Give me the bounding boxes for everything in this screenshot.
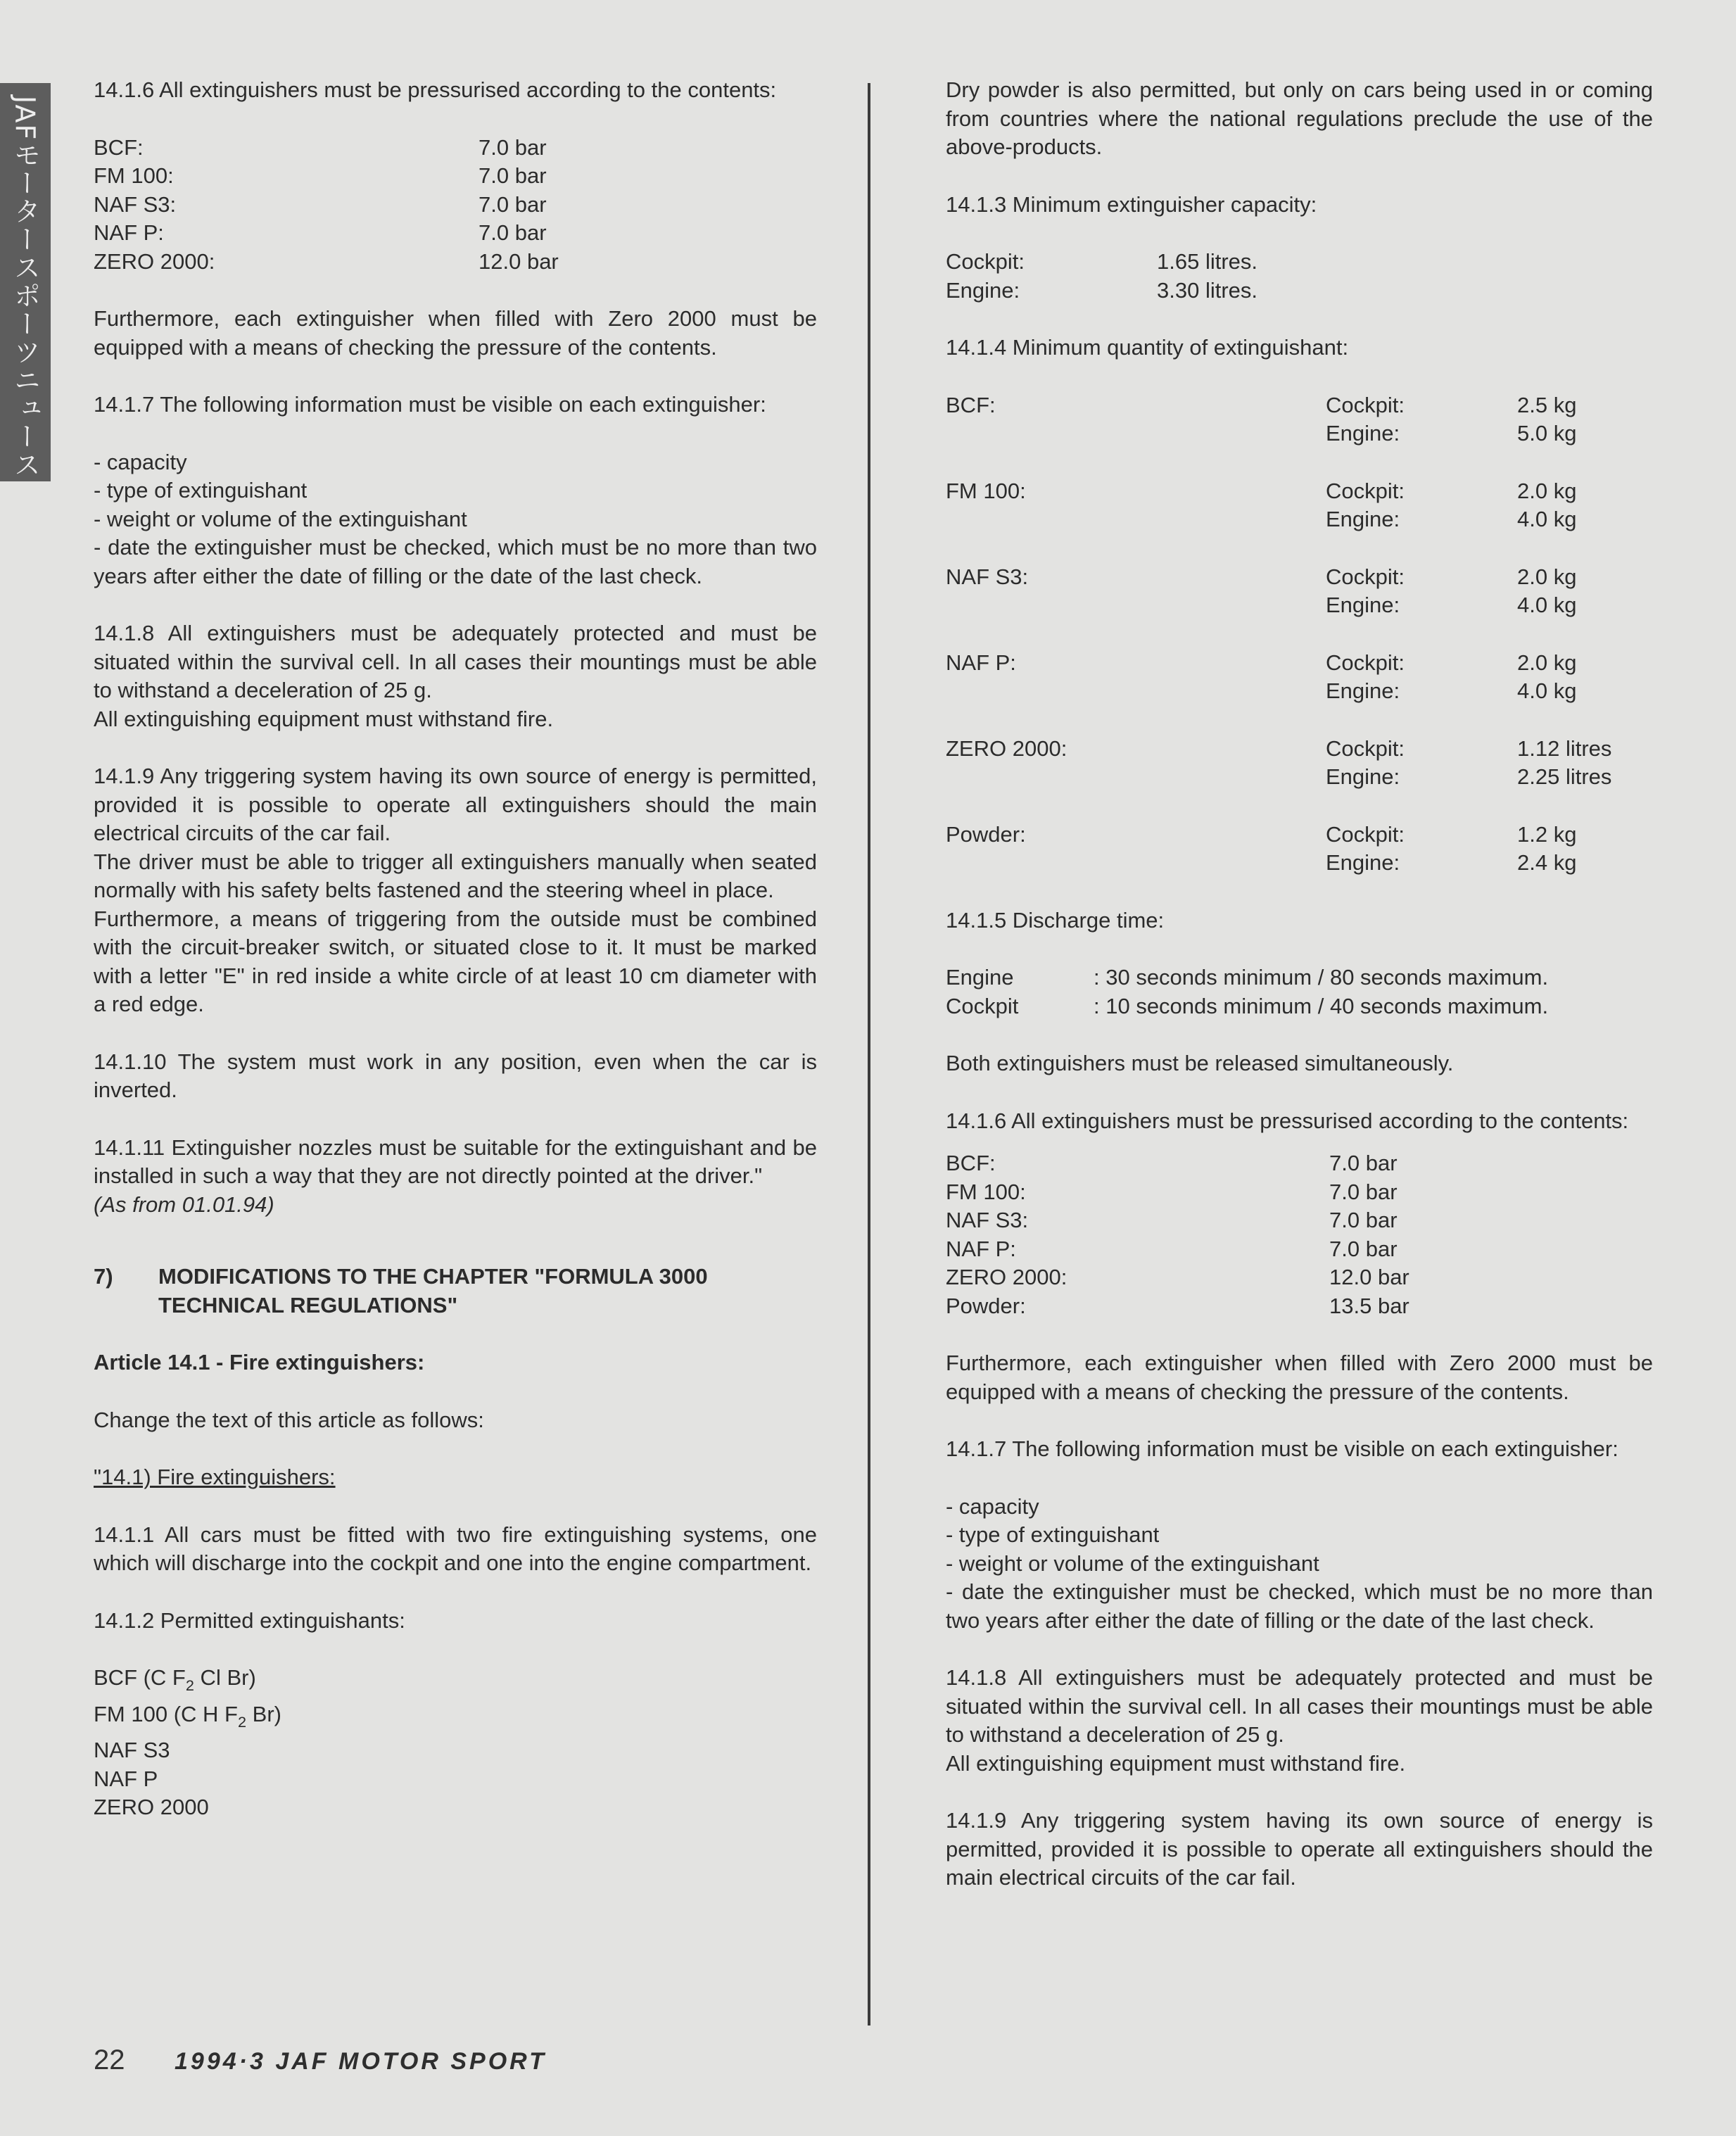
cockpit-label: Cockpit: (1326, 478, 1405, 503)
list-item: - date the extinguisher must be checked, which must be no more than two years after either the date of filling or the date of the last check. (946, 1579, 1653, 1633)
pressure-name: ZERO 2000: (94, 248, 215, 274)
pressure-value: 12.0 bar (479, 248, 559, 274)
quantity-group-powder (946, 821, 1653, 878)
engine-label: Engine: (1326, 593, 1400, 617)
para-14-1-8 (94, 619, 817, 733)
effective-date: (As from 01.01.94) (94, 1192, 274, 1217)
pressure-name: FM 100: (946, 1179, 1026, 1204)
list-item: - type of extinguishant (946, 1522, 1160, 1547)
quantity-name: ZERO 2000: (946, 735, 1067, 761)
capacity-value: 3.30 litres. (1157, 277, 1258, 303)
quantity-name: NAF P: (946, 650, 1016, 675)
pressure-table-right (946, 1149, 1653, 1320)
section-heading (94, 1263, 817, 1320)
pressure-value: 7.0 bar (479, 134, 547, 160)
pressure-value: 7.0 bar (1329, 1208, 1398, 1232)
engine-value: 4.0 kg (1517, 507, 1577, 531)
quantity-name: NAF S3: (946, 564, 1029, 589)
list-item: - weight or volume of the extinguishant (946, 1550, 1319, 1576)
quantity-group-naf-s3 (946, 563, 1653, 620)
para-both-released: Both extinguishers must be released simultaneously. (946, 1051, 1454, 1075)
pressure-name: Powder: (946, 1293, 1026, 1318)
cockpit-value: 1.2 kg (1517, 821, 1577, 847)
engine-label: Engine: (1326, 678, 1400, 703)
engine-value: 2.4 kg (1517, 850, 1577, 875)
cockpit-value: 2.0 kg (1517, 650, 1577, 675)
discharge-name: Engine (946, 965, 1014, 990)
quantity-group-naf-p (946, 649, 1653, 706)
para-14-1-9-driver: The driver must be able to trigger all extinguishers manually when seated normally with his safety belts fastened and the steering wheel in place. (94, 849, 817, 902)
engine-value: 4.0 kg (1517, 678, 1577, 703)
discharge-table (946, 963, 1653, 1020)
cockpit-label: Cockpit: (1326, 735, 1405, 761)
left-column (94, 76, 817, 1851)
quantity-group-fm100 (946, 477, 1653, 534)
side-tab (0, 83, 51, 481)
para-14-1-2: 14.1.2 Permitted extinguishants: (94, 1607, 405, 1633)
list-item: FM 100 (C H $F_2$ Br) (94, 1701, 281, 1731)
para-14-1-11-text: 14.1.11 Extinguisher nozzles must be suitable for the extinguishant and be installed in such a way that they are not directly pointed at the driver." (94, 1135, 817, 1188)
para-14-1-3: 14.1.3 Minimum extinguisher capacity: (946, 191, 1317, 217)
quantity-group-zero-2000 (946, 735, 1653, 792)
section-number: 7) (94, 1264, 113, 1289)
pressure-name: NAF P: (94, 220, 164, 245)
right-column (946, 76, 1653, 1921)
section-title-line-1: MODIFICATIONS TO THE CHAPTER "FORMULA 3000 (158, 1264, 708, 1289)
capacity-name: Engine: (946, 277, 1020, 303)
pressure-name: NAF S3: (94, 191, 177, 217)
capacity-table (946, 248, 1653, 305)
pressure-value: 13.5 bar (1329, 1293, 1409, 1318)
column-divider (868, 83, 870, 2026)
discharge-name: Cockpit (946, 993, 1019, 1018)
para-14-1-4: 14.1.4 Minimum quantity of extinguishant: (946, 335, 1349, 360)
para-14-1-8-fire: All extinguishing equipment must withstand fire. (94, 706, 554, 731)
info-list (94, 448, 817, 591)
quantity-name: FM 100: (946, 478, 1026, 503)
pressure-value: 7.0 bar (479, 163, 547, 188)
cockpit-value: 2.0 kg (1517, 564, 1577, 589)
para-14-1-9 (94, 762, 817, 1019)
publication-title: 1994·3 JAF MOTOR SPORT (175, 2048, 547, 2075)
pressure-name: BCF: (946, 1151, 996, 1175)
list-item: - type of extinguishant (94, 478, 308, 503)
list-item: - date the extinguisher must be checked, which must be no more than two years after either the date of filling or the date of the last check. (94, 535, 817, 588)
para-14-1-9-outside: Furthermore, a means of triggering from the outside must be combined with the circuit-breaker switch, or situated close to it. It must be marked with a letter "E" in red inside a white circle of at least 10 cm diameter with a red edge. (94, 906, 817, 1016)
engine-value: 4.0 kg (1517, 593, 1577, 617)
capacity-name: Cockpit: (946, 249, 1025, 274)
pressure-name: BCF: (94, 134, 144, 160)
engine-label: Engine: (1326, 507, 1400, 531)
engine-value: 5.0 kg (1517, 421, 1577, 445)
para-14-1-7-right: 14.1.7 The following information must be visible on each extinguisher: (946, 1436, 1618, 1461)
cockpit-value: 2.5 kg (1517, 392, 1577, 417)
pressure-name: NAF S3: (946, 1208, 1029, 1232)
list-item: ZERO 2000 (94, 1795, 209, 1819)
cockpit-label: Cockpit: (1326, 650, 1405, 675)
capacity-value: 1.65 litres. (1157, 249, 1258, 274)
para-14-1-10: 14.1.10 The system must work in any position, even when the car is inverted. (94, 1049, 817, 1102)
side-tab-label: JAFモータースポーツニュース (9, 96, 41, 479)
pressure-table (94, 134, 817, 277)
cockpit-label: Cockpit: (1326, 821, 1405, 847)
discharge-value: : 30 seconds minimum / 80 seconds maximum. (1094, 965, 1549, 990)
engine-label: Engine: (1326, 764, 1400, 789)
para-furthermore-right: Furthermore, each extinguisher when filled with Zero 2000 must be equipped with a means of checking the pressure of the contents. (946, 1351, 1653, 1404)
quantity-group-bcf (946, 391, 1653, 448)
para-14-1-8-text: 14.1.8 All extinguishers must be adequately protected and must be situated within the survival cell. In all cases their mountings must be able to withstand a deceleration of 25 g. (946, 1665, 1653, 1747)
change-instruction: Change the text of this article as follows: (94, 1407, 484, 1432)
engine-value: 2.25 litres (1517, 764, 1612, 789)
discharge-value: : 10 seconds minimum / 40 seconds maximum. (1094, 993, 1549, 1018)
pressure-name: NAF P: (946, 1236, 1016, 1261)
pressure-value: 7.0 bar (1329, 1151, 1398, 1175)
engine-label: Engine: (1326, 421, 1400, 445)
para-14-1-8-fire: All extinguishing equipment must withstand fire. (946, 1750, 1406, 1776)
para-14-1-5: 14.1.5 Discharge time: (946, 907, 1165, 933)
article-heading: Article 14.1 - Fire extinguishers: (94, 1350, 425, 1375)
page-footer (94, 2045, 547, 2076)
engine-label: Engine: (1326, 850, 1400, 875)
para-14-1-8-text: 14.1.8 All extinguishers must be adequately protected and must be situated within the survival cell. In all cases their mountings must be able to withstand a deceleration of 25 g. (94, 621, 817, 702)
pressure-name: FM 100: (94, 163, 174, 188)
list-item: NAF S3 (94, 1738, 170, 1762)
fire-extinguishers-heading: "14.1) Fire extinguishers: (94, 1465, 336, 1489)
para-14-1-6: 14.1.6 All extinguishers must be pressurised according to the contents: (94, 77, 777, 102)
para-14-1-8-right (946, 1664, 1653, 1778)
pressure-name: ZERO 2000: (946, 1265, 1067, 1289)
list-item: - capacity (946, 1493, 1039, 1519)
cockpit-label: Cockpit: (1326, 564, 1405, 589)
pressure-value: 7.0 bar (1329, 1236, 1398, 1261)
list-item: NAF P (94, 1766, 158, 1791)
para-14-1-1: 14.1.1 All cars must be fitted with two fire extinguishing systems, one which will discharge into the cockpit and one into the engine compartment. (94, 1522, 817, 1575)
list-item: - capacity (94, 449, 187, 474)
list-item: BCF (C $F_2$ Cl Br) (94, 1665, 256, 1694)
quantity-name: BCF: (946, 392, 996, 417)
cockpit-value: 2.0 kg (1517, 478, 1577, 503)
list-item: - weight or volume of the extinguishant (94, 506, 467, 531)
para-14-1-9-text: 14.1.9 Any triggering system having its own source of energy is permitted, provided it is possible to operate all extinguishers should the main electrical circuits of the car fail. (94, 764, 817, 845)
para-furthermore: Furthermore, each extinguisher when filled with Zero 2000 must be equipped with a means of checking the pressure of the contents. (94, 306, 817, 360)
para-14-1-6-right: 14.1.6 All extinguishers must be pressurised according to the contents: (946, 1108, 1629, 1133)
cockpit-label: Cockpit: (1326, 392, 1405, 417)
pressure-value: 7.0 bar (1329, 1179, 1398, 1204)
para-14-1-7: 14.1.7 The following information must be visible on each extinguisher: (94, 392, 766, 417)
pressure-value: 7.0 bar (479, 191, 547, 217)
cockpit-value: 1.12 litres (1517, 735, 1612, 761)
para-14-1-11 (94, 1134, 817, 1220)
section-title-line-2: TECHNICAL REGULATIONS" (158, 1292, 458, 1317)
pressure-value: 7.0 bar (479, 220, 547, 245)
para-14-1-9-right: 14.1.9 Any triggering system having its own source of energy is permitted, provided it is possible to operate all extinguishers should the main electrical circuits of the car fail. (946, 1808, 1653, 1890)
extinguishant-list (94, 1664, 817, 1822)
pressure-value: 12.0 bar (1329, 1265, 1409, 1289)
info-list-right (946, 1493, 1653, 1636)
quantity-name: Powder: (946, 821, 1026, 847)
page-number: 22 (94, 2045, 125, 2075)
para-dry-powder: Dry powder is also permitted, but only on cars being used in or coming from countries where the national regulations preclude the use of the above-products. (946, 77, 1653, 159)
